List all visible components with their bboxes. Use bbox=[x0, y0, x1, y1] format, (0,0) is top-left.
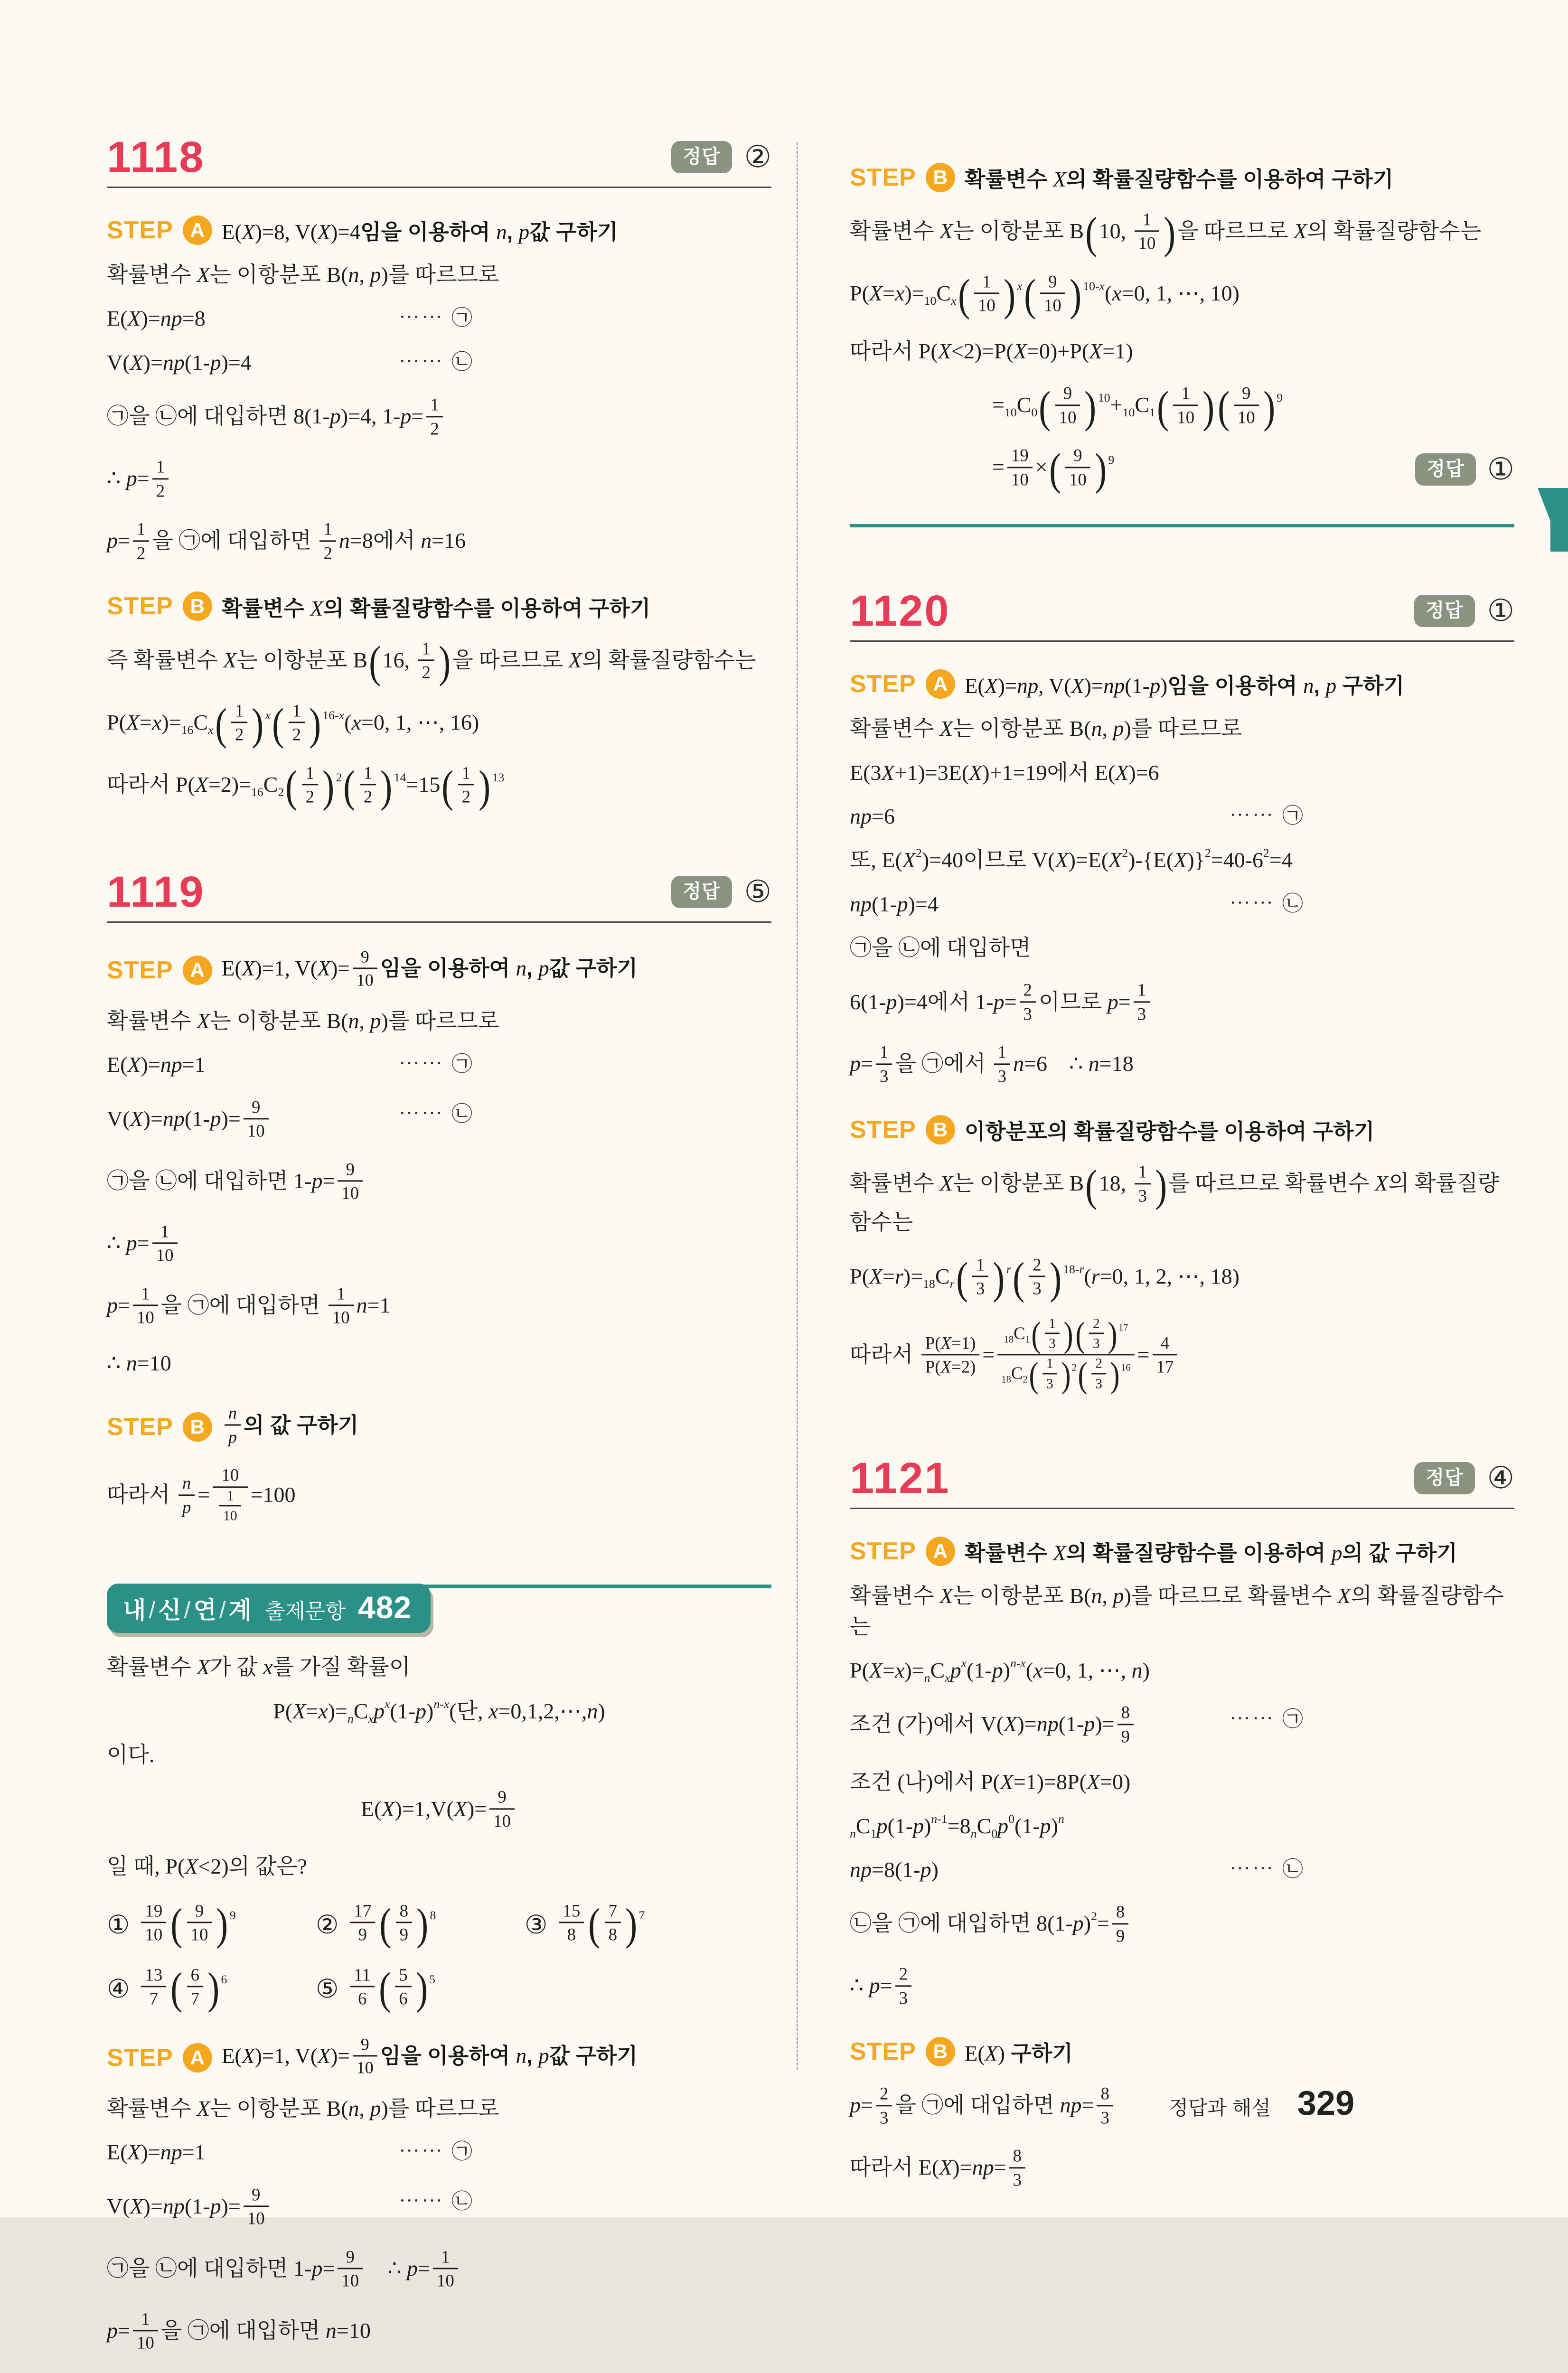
answer-badge: 정답 bbox=[1415, 453, 1475, 486]
content-line bbox=[850, 336, 1514, 366]
answer-badge-group bbox=[1414, 595, 1514, 627]
step-label: STEP bbox=[107, 216, 173, 244]
answer-badge: 정답 bbox=[671, 141, 732, 173]
content-line bbox=[850, 801, 1514, 832]
choice-mark: ② bbox=[316, 1910, 339, 1939]
line-annotation: ⋯⋯ ㉡ bbox=[1230, 891, 1305, 915]
content-line bbox=[107, 521, 771, 564]
content-line bbox=[850, 1161, 1514, 1238]
step-header bbox=[107, 215, 771, 245]
right-column bbox=[850, 135, 1514, 2210]
content-line bbox=[850, 1767, 1514, 1797]
footer-label: 정답과 해설 bbox=[1169, 2097, 1271, 2119]
choice-item bbox=[316, 1900, 525, 1950]
problem-header bbox=[850, 1454, 1514, 1503]
left-column bbox=[107, 135, 771, 2373]
line-text: $P(X=x)=_nC_xp^x(1-p)^{n-x}(x=0$, 1, ⋯, n) bbox=[850, 1656, 1150, 1685]
step-label: STEP bbox=[107, 1413, 173, 1441]
problem-number: 1121 bbox=[850, 1454, 950, 1503]
answer-choice-circle: ④ bbox=[1487, 1461, 1514, 1495]
choice-item bbox=[525, 1900, 645, 1950]
line-annotation: ⋯⋯ ㉠ bbox=[1230, 804, 1305, 827]
content-line bbox=[850, 1904, 1514, 1947]
line-text: $=_{10}C_0$( $\frac{9}{10}$ ) $^{10}+_{10}C_1$( $\frac{1}{10}$ )( $\frac{9}{10}$ ) $^9$ bbox=[992, 382, 1283, 432]
content-line bbox=[107, 459, 771, 502]
linked-problem-top-rule bbox=[420, 1585, 771, 1588]
content-line bbox=[107, 303, 771, 334]
line-text: 일 때, P(X<2)의 값은? bbox=[107, 1854, 307, 1879]
line-text: np(1-p)=4 bbox=[850, 891, 939, 916]
problem-number: 1120 bbox=[850, 587, 950, 636]
content-line bbox=[850, 889, 1514, 919]
step-header bbox=[850, 1536, 1514, 1566]
line-text: $P(X=x)=_{10}C_x$( $\frac{1}{10}$ ) $^x$( $\frac{9}{10}$ ) $^{10-x}$(x=0, 1, ⋯, 10) bbox=[850, 271, 1239, 320]
line-annotation: ⋯⋯ ㉡ bbox=[399, 1102, 474, 1126]
problem-number: 1119 bbox=[107, 867, 205, 916]
step-label: STEP bbox=[107, 2044, 173, 2072]
line-text: E(3X+1)=3E(X)+1=19에서 E(X)=6 bbox=[850, 760, 1159, 785]
answer-choice-circle: ① bbox=[1487, 594, 1514, 628]
line-text: 확률변수 X는 이항분포 B(10, $\frac{1}{10}$ )을 따르므로 X의 확률질량함수는 bbox=[850, 208, 1482, 258]
step-label: STEP bbox=[850, 1116, 916, 1144]
content-line bbox=[107, 1652, 771, 1682]
line-text: $_nC_1p(1-p)^{n-1}=8_nC_0p^0(1-p)^n$ bbox=[850, 1811, 1064, 1840]
line-text: ㉡을 ㉠에 대입하면 $8(1-p)^2=$ $\frac{8}{9}$ bbox=[850, 1911, 1131, 1935]
line-text: 6(1-p)=4에서 1-p= $\frac{2}{3}$ 이므로 p= $\frac{1}{3}$ bbox=[850, 990, 1153, 1014]
line-text: p= $\frac{1}{3}$ 을 ㉠에서 $\frac{1}{3}$ n=6 ∴ n=18 bbox=[850, 1042, 1134, 1086]
content-line bbox=[850, 271, 1514, 320]
content-line bbox=[850, 1581, 1514, 1642]
problem-header bbox=[850, 587, 1514, 636]
step-label: STEP bbox=[850, 163, 916, 191]
line-text: np=6 bbox=[850, 804, 895, 828]
problem-rule bbox=[850, 640, 1514, 642]
line-text: 따라서 $\frac{P(X=1)}{P(X=2)}$ = $_{18}C_1$( $\frac{1}{3}$ )( $\frac{2}{3}$ ) $^{17}$ $_{18}C_2$( $\frac{1}{3}$ ) $^2$( $\frac{2}{3}$ ) $^{16}$ = $\frac{4}{17}$ bbox=[850, 1342, 1180, 1367]
line-annotation: ⋯⋯ ㉠ bbox=[399, 1052, 474, 1076]
content-line bbox=[107, 762, 771, 812]
step-letter: B bbox=[926, 1115, 955, 1144]
step-letter: B bbox=[183, 1412, 212, 1442]
problem-rule bbox=[850, 1508, 1514, 1509]
line-text: ∴ p= $\frac{1}{10}$ bbox=[107, 1231, 180, 1255]
step-header bbox=[850, 162, 1514, 193]
content-line bbox=[850, 1811, 1514, 1841]
content-line bbox=[850, 1855, 1514, 1885]
step-header bbox=[107, 591, 771, 622]
line-annotation: ⋯⋯ ㉡ bbox=[1230, 1857, 1305, 1881]
step-letter: A bbox=[183, 956, 212, 985]
line-text: ㉠을 ㉡에 대입하면 8(1-p)=4, 1-p= $\frac{1}{2}$ bbox=[107, 404, 446, 428]
step-letter: A bbox=[183, 2043, 212, 2073]
content-line bbox=[107, 394, 771, 440]
choice-mark: ① bbox=[107, 1910, 130, 1939]
line-text: 조건 (나)에서 P(X=1)=8P(X=0) bbox=[850, 1770, 1131, 1794]
content-line bbox=[107, 700, 771, 750]
step-header bbox=[850, 668, 1514, 699]
step-letter: B bbox=[926, 163, 955, 192]
step-title: E(X) 구하기 bbox=[964, 2041, 1073, 2066]
problem-number: 1118 bbox=[107, 133, 205, 181]
answer-badge: 정답 bbox=[1414, 1462, 1474, 1494]
column-divider bbox=[797, 142, 798, 2070]
content-line bbox=[107, 347, 771, 378]
line-text: p= $\frac{1}{10}$ 을 ㉠에 대입하면 n=10 bbox=[107, 2308, 371, 2353]
content-line bbox=[850, 1254, 1514, 1304]
answer-badge-group bbox=[671, 876, 771, 908]
line-text: 확률변수 X는 이항분포 B(n, p)를 따르므로 bbox=[107, 263, 499, 287]
content-line bbox=[850, 444, 1514, 494]
step-title: 확률변수 X의 확률질량함수를 이용하여 구하기 bbox=[221, 596, 651, 620]
step-header bbox=[107, 1405, 771, 1448]
choice-mark: ③ bbox=[525, 1910, 548, 1939]
linked-problem-tab bbox=[107, 1584, 431, 1633]
line-text: 따라서 $\frac{n}{p}$ = $\frac{10}{\frac{1}{10}}$ =100 bbox=[107, 1482, 296, 1507]
line-annotation: ⋯⋯ ㉠ bbox=[399, 2140, 474, 2164]
line-text: ㉠을 ㉡에 대입하면 bbox=[850, 936, 1031, 960]
linked-problem-tab-label: 내/신/연/계 bbox=[123, 1597, 253, 1624]
line-text: np=8(1-p) bbox=[850, 1857, 939, 1882]
linked-problem-number: 482 bbox=[357, 1590, 412, 1625]
step-title: 확률변수 X의 확률질량함수를 이용하여 구하기 bbox=[964, 167, 1394, 191]
line-text: p= $\frac{2}{3}$ 을 ㉠에 대입하면 np= $\frac{8}{3}$ bbox=[850, 2093, 1116, 2117]
line-text: 또, $E(X^2)=40$이므로 $V(X)=E(X^2)-\{E(X)\}^2=40-6^2=4$ bbox=[850, 846, 1293, 872]
line-text: 확률변수 X는 이항분포 B(n, p)를 따르므로 bbox=[107, 2096, 499, 2120]
content-line bbox=[107, 2137, 771, 2167]
line-text: V(X)=np(1-p)=4 bbox=[107, 350, 252, 375]
content-line bbox=[850, 382, 1514, 432]
step-letter: A bbox=[183, 216, 212, 245]
step-title: E(X)=8, V(X)=4임을 이용하여 n, p값 구하기 bbox=[221, 220, 618, 244]
problem-rule bbox=[107, 921, 771, 923]
inline-answer-badge-group bbox=[1415, 453, 1514, 486]
step-title: E(X)=1, V(X)= $\frac{9}{10}$ 임을 이용하여 n, p값 구하기 bbox=[221, 947, 638, 990]
content-line bbox=[107, 1159, 771, 1205]
answer-badge-group bbox=[1414, 1462, 1514, 1494]
line-text: $P(X=r)=_{18}C_r$( $\frac{1}{3}$ ) $^r$( $\frac{2}{3}$ ) $^{18-r}$(r=0, 1, 2, ⋯, 18) bbox=[850, 1254, 1239, 1304]
step-label: STEP bbox=[850, 1537, 916, 1565]
line-text: $P(X=x)=_{16}C_x$( $\frac{1}{2}$ ) $^x$( $\frac{1}{2}$ ) $^{16-x}$(x=0, 1, ⋯, 16) bbox=[107, 700, 479, 750]
step-label: STEP bbox=[850, 2037, 916, 2065]
line-text: 즉 확률변수 X는 이항분포 B(16, $\frac{1}{2}$ )을 따르므로 X의 확률질량함수는 bbox=[107, 638, 756, 687]
problem-rule bbox=[107, 187, 771, 188]
line-text: 따라서 $P(X=2)=_{16}C_2$( $\frac{1}{2}$ ) $^2$( $\frac{1}{2}$ ) $^{14}$=15( $\frac{1}{2}$ ) $^{13}$ bbox=[107, 762, 505, 812]
line-text: E(X)=np=8 bbox=[107, 306, 206, 331]
choice-item bbox=[107, 1964, 316, 2014]
line-text: E(X)=np=1 bbox=[107, 2140, 206, 2165]
content-line bbox=[850, 758, 1514, 788]
content-line bbox=[850, 845, 1514, 875]
content-line bbox=[850, 1655, 1514, 1686]
content-line bbox=[107, 1221, 771, 1267]
content-line bbox=[850, 982, 1514, 1025]
content-line bbox=[107, 638, 771, 687]
linked-problem-box-header bbox=[107, 1584, 771, 1631]
answer-badge: 정답 bbox=[671, 876, 732, 908]
line-text: 확률변수 X가 값 x를 가질 확률이 bbox=[107, 1655, 411, 1679]
line-text: $P(X=x)=_nC_xp^x(1-p)^{n-x}$(단, x=0,1,2,⋯,n) bbox=[273, 1697, 605, 1726]
choice-mark: ⑤ bbox=[316, 1974, 339, 2003]
step-letter: A bbox=[926, 669, 955, 699]
step-letter: B bbox=[183, 591, 212, 621]
answer-choice-circle: ② bbox=[744, 140, 771, 174]
content-line bbox=[107, 2246, 771, 2292]
line-text: 확률변수 X는 이항분포 B(n, p)를 따르므로 확률변수 X의 확률질량함수는 bbox=[850, 1584, 1504, 1639]
linked-problem-tab-sublabel: 출제문항 bbox=[264, 1600, 346, 1623]
choice-item bbox=[107, 1900, 316, 1950]
line-text: E(X)=np=1 bbox=[107, 1052, 206, 1077]
choice-formula: $\frac{17}{9}$ ( $\frac{8}{9}$ ) $^8$ bbox=[347, 1903, 436, 1946]
line-text: V(X)=np(1-p)= $\frac{9}{10}$ bbox=[107, 2194, 272, 2218]
line-annotation: ⋯⋯ ㉠ bbox=[399, 306, 474, 330]
step-label: STEP bbox=[850, 670, 916, 698]
content-line bbox=[850, 1966, 1514, 2009]
line-text: 확률변수 X는 이항분포 B(n, p)를 따르므로 bbox=[850, 716, 1242, 741]
problem-header bbox=[107, 135, 771, 179]
content-line bbox=[107, 1050, 771, 1080]
line-text: p= $\frac{1}{10}$ 을 ㉠에 대입하면 $\frac{1}{10}$ n=1 bbox=[107, 1283, 391, 1327]
line-text: 조건 (가)에서 V(X)=np(1-p)= $\frac{8}{9}$ bbox=[850, 1712, 1136, 1736]
step-title: 확률변수 X의 확률질량함수를 이용하여 p의 값 구하기 bbox=[964, 1541, 1457, 1566]
content-line bbox=[107, 2308, 771, 2354]
line-text: = $\frac{19}{10}$ ×( $\frac{9}{10}$ ) $^9$ bbox=[992, 444, 1115, 494]
step-label: STEP bbox=[107, 592, 173, 620]
line-text: ∴ n=10 bbox=[107, 1351, 171, 1375]
line-text: 따라서 E(X)=np= $\frac{8}{3}$ bbox=[850, 2155, 1028, 2179]
content-line bbox=[107, 1006, 771, 1036]
step-header bbox=[107, 2037, 771, 2079]
content-line bbox=[107, 1696, 771, 1726]
step-title: $\frac{n}{p}$ 의 값 구하기 bbox=[222, 1405, 358, 1448]
content-line bbox=[107, 1851, 771, 1882]
content-line bbox=[107, 1740, 771, 1770]
choice-formula: $\frac{15}{8}$ ( $\frac{7}{8}$ ) $^7$ bbox=[556, 1903, 645, 1946]
step-header bbox=[107, 949, 771, 992]
content-line bbox=[107, 1467, 771, 1527]
answer-badge: 정답 bbox=[1414, 595, 1474, 627]
line-text: ㉠을 ㉡에 대입하면 1-p= $\frac{9}{10}$ bbox=[107, 1169, 366, 1193]
line-annotation: ⋯⋯ ㉡ bbox=[399, 2189, 474, 2213]
choices-row bbox=[107, 1900, 771, 1950]
content-line bbox=[107, 2093, 771, 2124]
choice-mark: ④ bbox=[107, 1974, 130, 2003]
section-corner-tab-icon bbox=[1538, 488, 1568, 552]
answer-badge-group bbox=[671, 141, 771, 173]
content-line bbox=[850, 713, 1514, 744]
content-line bbox=[850, 2148, 1514, 2191]
content-line bbox=[850, 1702, 1514, 1748]
line-text: V(X)=np(1-p)= $\frac{9}{10}$ bbox=[107, 1107, 272, 1131]
line-text: 확률변수 X는 이항분포 B(18, $\frac{1}{3}$ )를 따르므로 확률변수 X의 확률질량함수는 bbox=[850, 1161, 1499, 1235]
line-text: E(X)=1,V(X)= $\frac{9}{10}$ bbox=[361, 1797, 517, 1821]
step-title: E(X)=1, V(X)= $\frac{9}{10}$ 임을 이용하여 n, p값 구하기 bbox=[221, 2035, 638, 2077]
footer-page-number: 329 bbox=[1297, 2084, 1354, 2122]
answer-choice-circle: ⑤ bbox=[744, 874, 771, 909]
line-text: 따라서 P(X<2)=P(X=0)+P(X=1) bbox=[850, 338, 1133, 363]
content-line bbox=[107, 1789, 771, 1832]
choice-formula: $\frac{11}{6}$ ( $\frac{5}{6}$ ) $^5$ bbox=[347, 1967, 435, 2010]
section-end-rule bbox=[850, 524, 1514, 527]
content-line bbox=[850, 933, 1514, 963]
step-label: STEP bbox=[107, 957, 173, 985]
content-line bbox=[850, 1044, 1514, 1088]
content-line bbox=[107, 1099, 771, 1143]
step-title: E(X)=np, V(X)=np(1-p)임을 이용하여 n, p 구하기 bbox=[964, 674, 1404, 698]
line-annotation: ⋯⋯ ㉡ bbox=[399, 350, 474, 374]
step-title: 이항분포의 확률질량함수를 이용하여 구하기 bbox=[964, 1119, 1375, 1144]
problem-header bbox=[107, 867, 771, 916]
step-header bbox=[850, 2036, 1514, 2067]
answer-choice-circle: ① bbox=[1487, 452, 1514, 486]
line-text: p= $\frac{1}{2}$ 을 ㉠에 대입하면 $\frac{1}{2}$ n=8에서 n=16 bbox=[107, 519, 466, 563]
line-text: ∴ p= $\frac{2}{3}$ bbox=[850, 1973, 914, 1998]
content-line bbox=[107, 260, 771, 290]
choices-row bbox=[107, 1964, 771, 2014]
line-text: ㉠을 ㉡에 대입하면 1-p= $\frac{9}{10}$ ∴ p= $\frac{1}{10}$ bbox=[107, 2256, 461, 2280]
line-text: 이다. bbox=[107, 1743, 155, 1767]
line-annotation: ⋯⋯ ㉠ bbox=[1230, 1707, 1305, 1731]
step-header bbox=[850, 1114, 1514, 1145]
step-letter: A bbox=[926, 1537, 955, 1566]
choice-item bbox=[316, 1964, 525, 2014]
content-line bbox=[850, 1315, 1514, 1395]
content-line bbox=[107, 2184, 771, 2230]
step-letter: B bbox=[926, 2037, 955, 2066]
page-footer bbox=[1169, 2084, 1354, 2123]
content-line bbox=[107, 1348, 771, 1379]
content-line bbox=[107, 1283, 771, 1329]
choice-formula: $\frac{19}{10}$ ( $\frac{9}{10}$ ) $^9$ bbox=[138, 1903, 235, 1946]
line-text: ∴ p= $\frac{1}{2}$ bbox=[107, 466, 171, 490]
choice-formula: $\frac{13}{7}$ ( $\frac{6}{7}$ ) $^6$ bbox=[138, 1967, 227, 2010]
content-line bbox=[850, 208, 1514, 258]
line-text: 확률변수 X는 이항분포 B(n, p)를 따르므로 bbox=[107, 1008, 499, 1033]
